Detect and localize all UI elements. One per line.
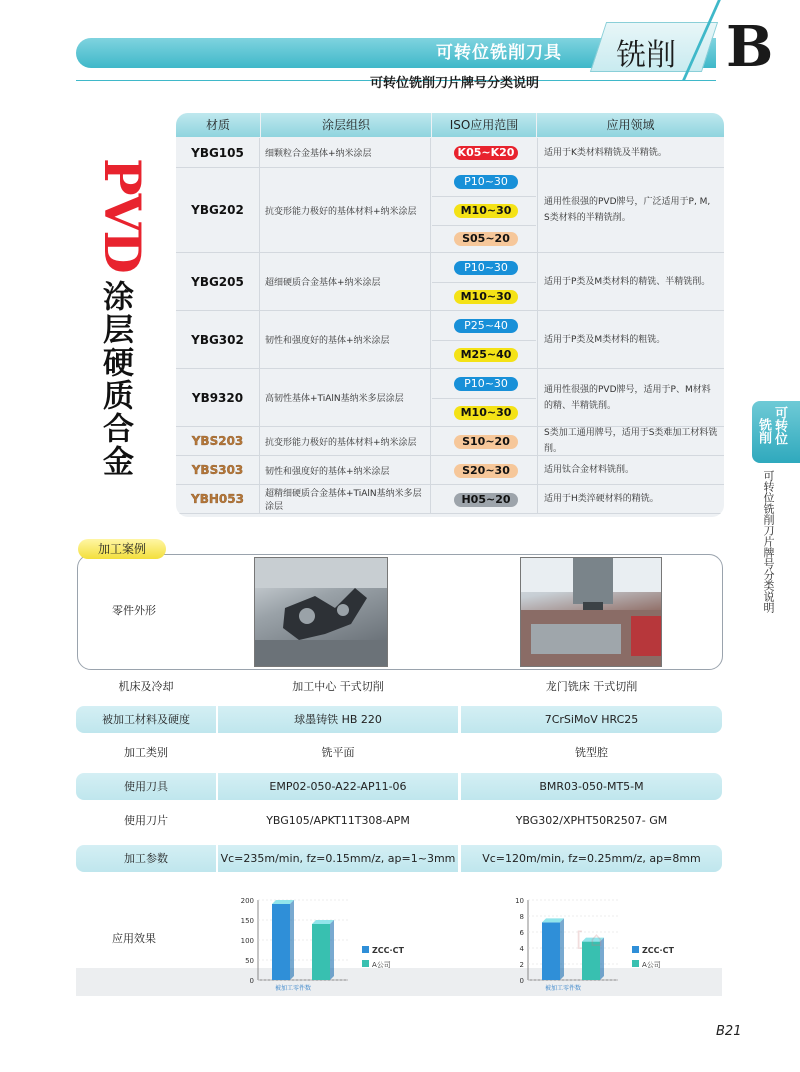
chart-bar [272, 904, 290, 980]
part-photo-2 [520, 557, 662, 667]
chart-bar-side [560, 918, 564, 980]
side-subtitle: 可转位铣削刀片牌号分类说明 [762, 470, 775, 613]
chart-bar [542, 922, 560, 980]
case-row-label: 加工参数 [76, 845, 216, 872]
iso-range-badge: S20~30 [454, 464, 518, 478]
table-header-grade: 材质 [176, 113, 260, 137]
part-photo-1 [254, 557, 388, 667]
case-value-1: Vc=235m/min, fz=0.15mm/z, ap=1~3mm [218, 845, 458, 872]
legend-swatch [632, 946, 639, 953]
part-shape-label: 零件外形 [112, 604, 156, 617]
section-letter: B [726, 14, 774, 80]
table-header-coating: 涂层组织 [261, 113, 431, 137]
y-tick-label: 100 [240, 937, 254, 945]
y-tick-label: 6 [519, 929, 524, 937]
case-row-label: 被加工材料及硬度 [76, 706, 216, 733]
header-category: 铣削 [616, 38, 676, 73]
grades-table [176, 113, 724, 517]
chart-bar-side [290, 900, 294, 980]
case-row-label: 机床及冷却 [118, 680, 174, 693]
grade-application: S类加工通用牌号，适用于S类难加工材料铣削。 [537, 427, 724, 455]
case-row-tool [76, 773, 722, 800]
watermark: [ ⌂ [576, 927, 603, 951]
y-tick-label: 2 [519, 961, 524, 969]
iso-range-badge: P10~30 [454, 175, 518, 189]
legend-label: A公司 [642, 961, 661, 969]
iso-range-badge: P10~30 [454, 261, 518, 275]
page-number: B21 [716, 1024, 742, 1039]
case-row-params [76, 845, 722, 872]
grade-application: 适用于P类及M类材料的精铣、半精铣削。 [537, 253, 724, 310]
y-tick-label: 50 [245, 957, 254, 965]
section-vertical-title: 涂层硬质合金 [97, 280, 133, 478]
grade-name: YBH053 [176, 485, 260, 513]
grade-name: YBG105 [176, 138, 260, 167]
case-row-insert [76, 807, 722, 834]
case-value-2: YBG302/XPHT50R2507- GM [515, 814, 668, 827]
iso-range-badge: S05~20 [454, 232, 518, 246]
table-row [176, 456, 724, 485]
chart-bar [312, 924, 330, 980]
grade-application: 适用于K类材料精铣及半精铣。 [537, 138, 724, 167]
case-value-1: 铣平面 [321, 746, 355, 759]
iso-range-badge: M10~30 [454, 204, 518, 218]
y-tick-label: 150 [240, 917, 254, 925]
grade-application: 适用钛合金材料铣削。 [537, 456, 724, 484]
grade-coating: 抗变形能力极好的基体材料+纳米涂层 [261, 427, 431, 455]
grade-name: YB9320 [176, 369, 260, 426]
grade-coating: 抗变形能力极好的基体材料+纳米涂层 [261, 168, 431, 252]
case-value-2: 龙门铣床 干式切削 [545, 680, 638, 693]
iso-divider [432, 225, 536, 226]
x-axis-label: 被加工零件数 [274, 985, 312, 992]
legend-swatch [632, 960, 639, 967]
y-tick-label: 200 [240, 897, 254, 905]
legend-label: ZCC·CT [372, 946, 404, 955]
case-value-1: EMP02-050-A22-AP11-06 [218, 773, 458, 800]
chart-bar-side [330, 920, 334, 980]
iso-divider [432, 196, 536, 197]
legend-swatch [362, 946, 369, 953]
grade-coating: 超精细硬质合金基体+TiAlN基纳米多层涂层 [261, 485, 431, 513]
iso-range-badge: K05~K20 [454, 146, 518, 160]
case-row-type [76, 739, 722, 766]
table-header-iso: ISO应用范围 [432, 113, 536, 137]
table-row [176, 369, 724, 427]
y-tick-label: 0 [519, 977, 524, 985]
iso-range-badge: P25~40 [454, 319, 518, 333]
grade-name: YBG205 [176, 253, 260, 310]
iso-range-badge: H05~20 [454, 493, 518, 507]
case-value-2: BMR03-050-MT5-M [461, 773, 722, 800]
legend-swatch [362, 960, 369, 967]
grade-coating: 韧性和强度好的基体+纳米涂层 [261, 456, 431, 484]
case-value-1: 球墨铸铁 HB 220 [218, 706, 458, 733]
iso-divider [432, 282, 536, 283]
table-row [176, 311, 724, 369]
grade-application: 通用性很强的PVD牌号，广泛适用于P, M, S类材料的半精铣削。 [537, 168, 724, 252]
legend-label: ZCC·CT [642, 946, 674, 955]
case-value-2: 7CrSiMoV HRC25 [461, 706, 722, 733]
case-row-label: 加工类别 [124, 746, 168, 759]
table-row [176, 427, 724, 456]
case-value-1: YBG105/APKT11T308-APM [266, 814, 410, 827]
table-row [176, 168, 724, 253]
side-tab-line2: 铣削 [756, 418, 771, 444]
iso-range-badge: P10~30 [454, 377, 518, 391]
grade-application: 适用于H类淬硬材料的精铣。 [537, 485, 724, 513]
grade-coating: 细颗粒合金基体+纳米涂层 [261, 138, 431, 167]
side-tab-line1: 可转位 [772, 406, 787, 445]
iso-range-badge: S10~20 [454, 435, 518, 449]
grade-name: YBG202 [176, 168, 260, 252]
page-subtitle: 可转位铣削刀片牌号分类说明 [370, 76, 540, 91]
legend-label: A公司 [372, 961, 391, 969]
table-header-application: 应用领域 [537, 113, 724, 137]
case-value-1: 加工中心 干式切削 [292, 680, 384, 693]
case-value-2: Vc=120m/min, fz=0.25mm/z, ap=8mm [461, 845, 722, 872]
iso-range-badge: M10~30 [454, 406, 518, 420]
y-tick-label: 10 [515, 897, 524, 905]
case-section-label: 加工案例 [78, 539, 166, 559]
y-tick-label: 4 [519, 945, 524, 953]
case-row-label: 使用刀具 [76, 773, 216, 800]
iso-divider [432, 340, 536, 341]
grade-name: YBG302 [176, 311, 260, 368]
effect-label: 应用效果 [112, 932, 156, 945]
grade-application: 通用性很强的PVD牌号，适用于P、M材料的精、半精铣削。 [537, 369, 724, 426]
grade-coating: 超细硬质合金基体+纳米涂层 [261, 253, 431, 310]
case-row-machine [76, 673, 722, 700]
grade-coating: 韧性和强度好的基体+纳米涂层 [261, 311, 431, 368]
y-tick-label: 0 [249, 977, 254, 985]
case-row-material [76, 706, 722, 733]
iso-divider [432, 398, 536, 399]
y-tick-label: 8 [519, 913, 524, 921]
grade-name: YBS203 [176, 427, 260, 455]
pvd-logo: PVD [93, 158, 152, 272]
grade-application: 适用于P类及M类材料的粗铣。 [537, 311, 724, 368]
case-value-2: 铣型腔 [575, 746, 608, 759]
case-row-label: 使用刀片 [124, 814, 168, 827]
table-row [176, 138, 724, 168]
iso-range-badge: M10~30 [454, 290, 518, 304]
table-row [176, 485, 724, 514]
grade-name: YBS303 [176, 456, 260, 484]
chart-1 [230, 890, 430, 996]
iso-range-badge: M25~40 [454, 348, 518, 362]
grade-coating: 高韧性基体+TiAlN基纳米多层涂层 [261, 369, 431, 426]
table-row [176, 253, 724, 311]
header-title: 可转位铣削刀具 [436, 43, 562, 63]
x-axis-label: 被加工零件数 [544, 985, 582, 992]
